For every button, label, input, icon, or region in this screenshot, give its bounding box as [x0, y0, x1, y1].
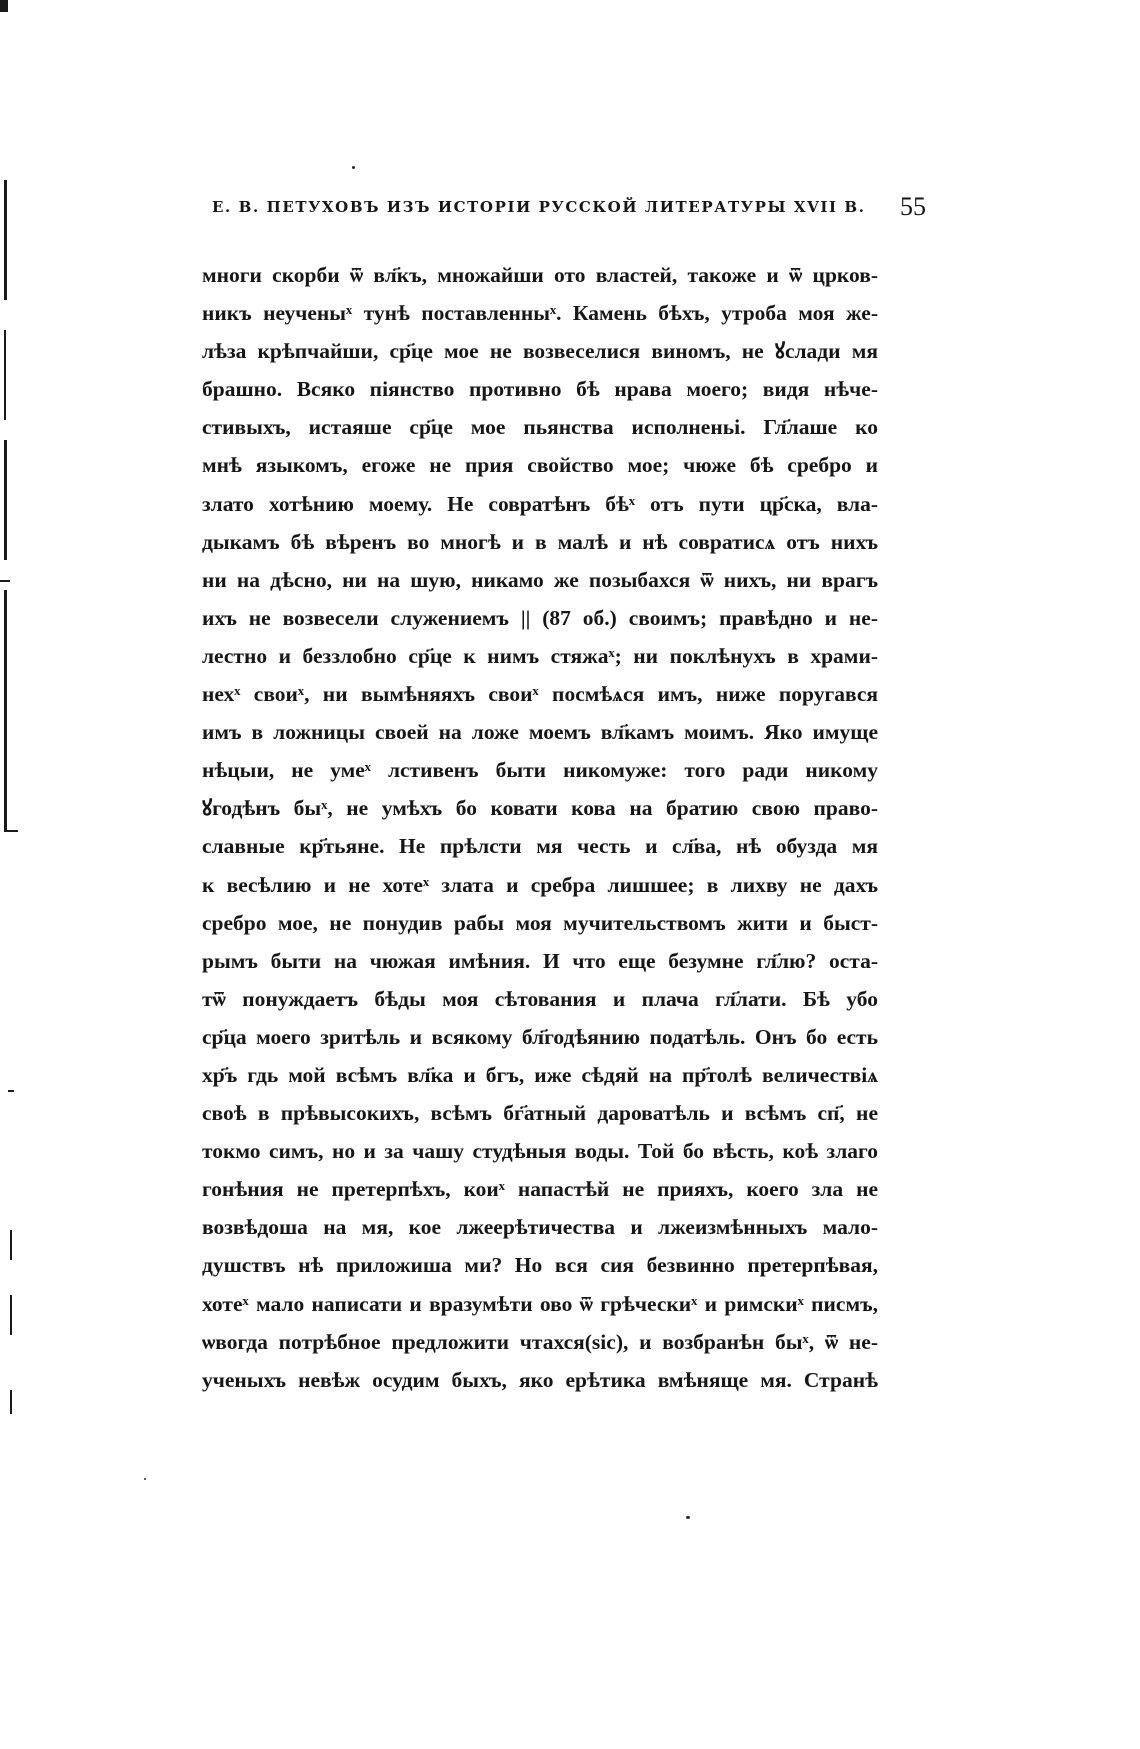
text-line: тѿ понуждаетъ бѣды моя сѣтования и плача гл҃лати. Бѣ убо: [202, 986, 878, 1011]
text-line: токмо симъ, но и за чашу студѣныя воды. Той бо вѣсть, коѣ злаго: [202, 1139, 878, 1164]
text-line: сребро мое, не понудив рабы моя мучительствомъ жити и быст-: [202, 910, 878, 935]
text-line: лестно и беззлобно ср҃це к нимъ стяжаˣ; ни поклѣнухъ в храми-: [202, 643, 878, 668]
text-line: ѡвогда потрѣбное предложити чтахся(sic), и возбранѣн быˣ, ѿ не-: [202, 1329, 878, 1354]
scan-edge-mark: [10, 1295, 12, 1335]
scan-speck: [352, 166, 355, 169]
text-line: брашно. Всяко піянство противно бѣ нрава моего; видя нѣче-: [202, 377, 878, 402]
running-title: Е. В. ПЕТУХОВЪ ИЗЪ ИСТОРІИ РУССКОЙ ЛИТЕРАТУРЫ XVII В.: [212, 198, 866, 216]
scan-edge-mark: [4, 440, 7, 560]
body-text: [202, 256, 878, 1399]
text-line: никъ неученыˣ тунѣ поставленныˣ. Камень бѣхъ, утроба моя же-: [202, 301, 878, 326]
page-number: 55: [900, 192, 926, 221]
text-line: стивыхъ, истаяше ср҃це мое пьянства исполненьі. Гл҃лаше ко: [202, 415, 878, 440]
running-header: [212, 192, 926, 226]
text-line: хр҃ъ гдь мой всѣмъ вл҃ка и бгъ, иже сѣдяй на пр҃толѣ величествіѧ: [202, 1062, 878, 1087]
scan-edge-mark: [4, 590, 7, 830]
text-line: своѣ в прѣвысокихъ, всѣмъ бг҃атный дароватѣль и всѣмъ сп҃, не: [202, 1101, 878, 1126]
text-line: ср҃ца моего зритѣль и всякому бл҃годѣянию податѣль. Онъ бо есть: [202, 1024, 878, 1049]
scan-edge-mark: [8, 1090, 14, 1092]
text-line: душствъ нѣ приложиша ми? Но вся сия безвинно претерпѣвая,: [202, 1253, 878, 1278]
scan-edge-mark: [0, 580, 10, 582]
text-line: злато хотѣнию моему. Не совратѣнъ бѣˣ отъ пути цр҃ска, вла-: [202, 491, 878, 516]
text-line: ꙋгодѣнъ быˣ, не умѣхъ бо ковати кова на братию свою право-: [202, 796, 878, 821]
text-line: к весѣлию и не хотеˣ злата и сребра лишшее; в лихву не дахъ: [202, 872, 878, 897]
scan-speck: [686, 1516, 690, 1519]
text-line: гонѣния не претерпѣхъ, коиˣ напастѣй не прияхъ, коего зла не: [202, 1177, 878, 1202]
scan-speck: [144, 1478, 146, 1480]
text-line: имъ в ложницы своей на ложе моемъ вл҃камъ моимъ. Яко имуще: [202, 720, 878, 745]
text-line: ихъ не возвесели служениемъ || (87 об.) своимъ; правѣдно и не-: [202, 605, 878, 630]
scan-edge-mark: [4, 830, 18, 832]
text-line: лѣза крѣпчайши, ср҃це мое не возвеселися виномъ, не ꙋслади мя: [202, 339, 878, 364]
text-line: нехˣ своиˣ, ни вымѣняяхъ своиˣ посмѣѧся имъ, ниже поругався: [202, 682, 878, 707]
scan-edge-mark: [10, 1390, 12, 1414]
scan-edge-mark: [4, 180, 7, 300]
scan-edge-mark: [0, 0, 8, 12]
text-line: многи скорби ѿ вл҃къ, множайши ото властей, такоже и ѿ црков-: [202, 263, 878, 287]
text-line: возвѣдоша на мя, кое лжеерѣтичества и лжеизмѣнныхъ мало-: [202, 1215, 878, 1240]
text-line: мнѣ языкомъ, егоже не прия свойство мое; чюже бѣ сребро и: [202, 453, 878, 478]
text-line: нѣцыи, не умеˣ лстивенъ быти никомуже: того ради никому: [202, 758, 878, 783]
text-line: ученыхъ невѣж осудим быхъ, яко ерѣтика вмѣняще мя. Странѣ: [202, 1367, 878, 1392]
text-line: ни на дѣсно, ни на шую, никамо же позыбахся ѿ нихъ, ни врагъ: [202, 567, 878, 592]
text-line: славные кр҃тьяне. Не прѣлсти мя честь и сл҃ва, нѣ обузда мя: [202, 834, 878, 859]
text-line: рымъ быти на чюжая имѣния. И что еще безумне гл҃лю? оста-: [202, 948, 878, 973]
scan-edge-mark: [4, 330, 6, 420]
text-line: хотеˣ мало написати и вразумѣти ово ѿ грѣческиˣ и римскиˣ писмъ,: [202, 1291, 878, 1316]
text-line: дыкамъ бѣ вѣренъ во многѣ и в малѣ и нѣ совратисѧ отъ нихъ: [202, 529, 878, 554]
scan-edge-mark: [10, 1230, 12, 1260]
